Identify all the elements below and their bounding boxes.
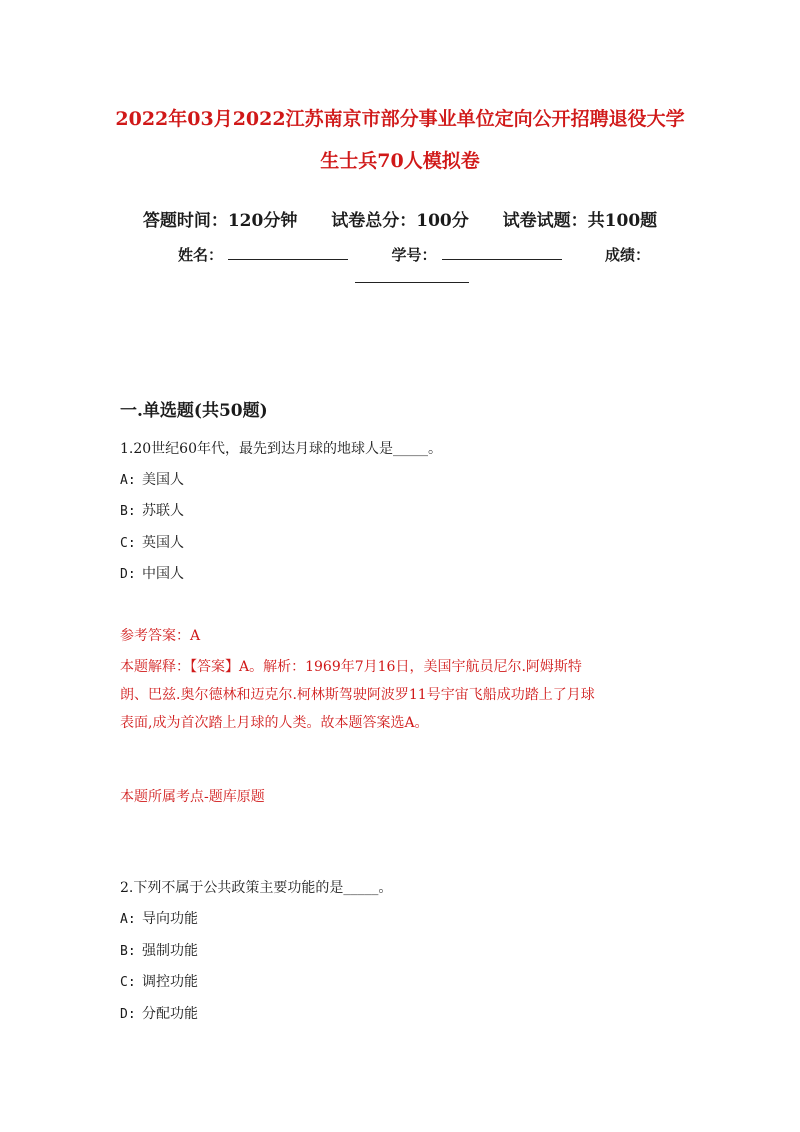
question-2-stem: 2.下列不属于公共政策主要功能的是_____。 [120,880,393,896]
score-label: 成绩： [604,246,650,264]
option-letter: D: [120,1007,136,1022]
question-1-answer: 参考答案：A [120,628,201,644]
exam-total-score: 试卷总分：100分 [331,211,469,231]
option-text: 英国人 [142,535,184,551]
id-label: 学号： [391,246,437,264]
option-text: 苏联人 [142,503,184,519]
option-letter: C: [120,975,136,990]
question-1-option-d [120,564,184,585]
name-blank[interactable] [228,245,348,260]
explanation-line: 表面,成为首次踏上月球的人类。故本题答案选A。 [120,715,429,731]
question-2-option-d [120,1004,198,1025]
option-letter: D: [120,567,136,582]
name-label: 姓名： [178,246,224,264]
option-letter: B: [120,944,136,959]
question-1-option-a [120,470,184,491]
id-blank[interactable] [442,245,562,260]
option-text: 美国人 [142,472,184,488]
exam-title-line1: 2022年03月2022江苏南京市部分事业单位定向公开招聘退役大学 [115,108,685,130]
student-fields [178,245,650,265]
option-text: 调控功能 [142,974,198,990]
option-text: 分配功能 [142,1006,198,1022]
score-blank[interactable] [355,270,469,283]
exam-meta [100,210,700,232]
question-1-option-c [120,533,184,554]
exam-question-count: 试卷试题：共100题 [502,211,658,231]
explanation-line: 朗、巴兹.奥尔德林和迈克尔.柯林斯驾驶阿波罗11号宇宙飞船成功踏上了月球 [120,687,595,703]
explanation-line: 本题解释：【答案】A。解析：1969年7月16日，美国宇航员尼尔.阿姆斯特 [120,659,582,675]
option-letter: B: [120,504,136,519]
option-text: 强制功能 [142,943,198,959]
option-text: 导向功能 [142,911,198,927]
option-letter: A: [120,912,136,927]
exam-time: 答题时间：120分钟 [142,211,298,231]
question-1-stem: 1.20世纪60年代，最先到达月球的地球人是_____。 [120,441,442,457]
question-2-option-b [120,941,198,962]
question-2-option-c [120,972,198,993]
exam-title-line2: 生士兵70人模拟卷 [320,150,480,172]
question-1-explanation [120,653,700,737]
question-1-topic: 本题所属考点-题库原题 [120,789,265,805]
section-title: 一.单选题(共50题) [120,401,268,421]
question-2-option-a [120,909,198,930]
question-1-option-b [120,501,184,522]
option-text: 中国人 [142,566,184,582]
option-letter: A: [120,473,136,488]
option-letter: C: [120,536,136,551]
